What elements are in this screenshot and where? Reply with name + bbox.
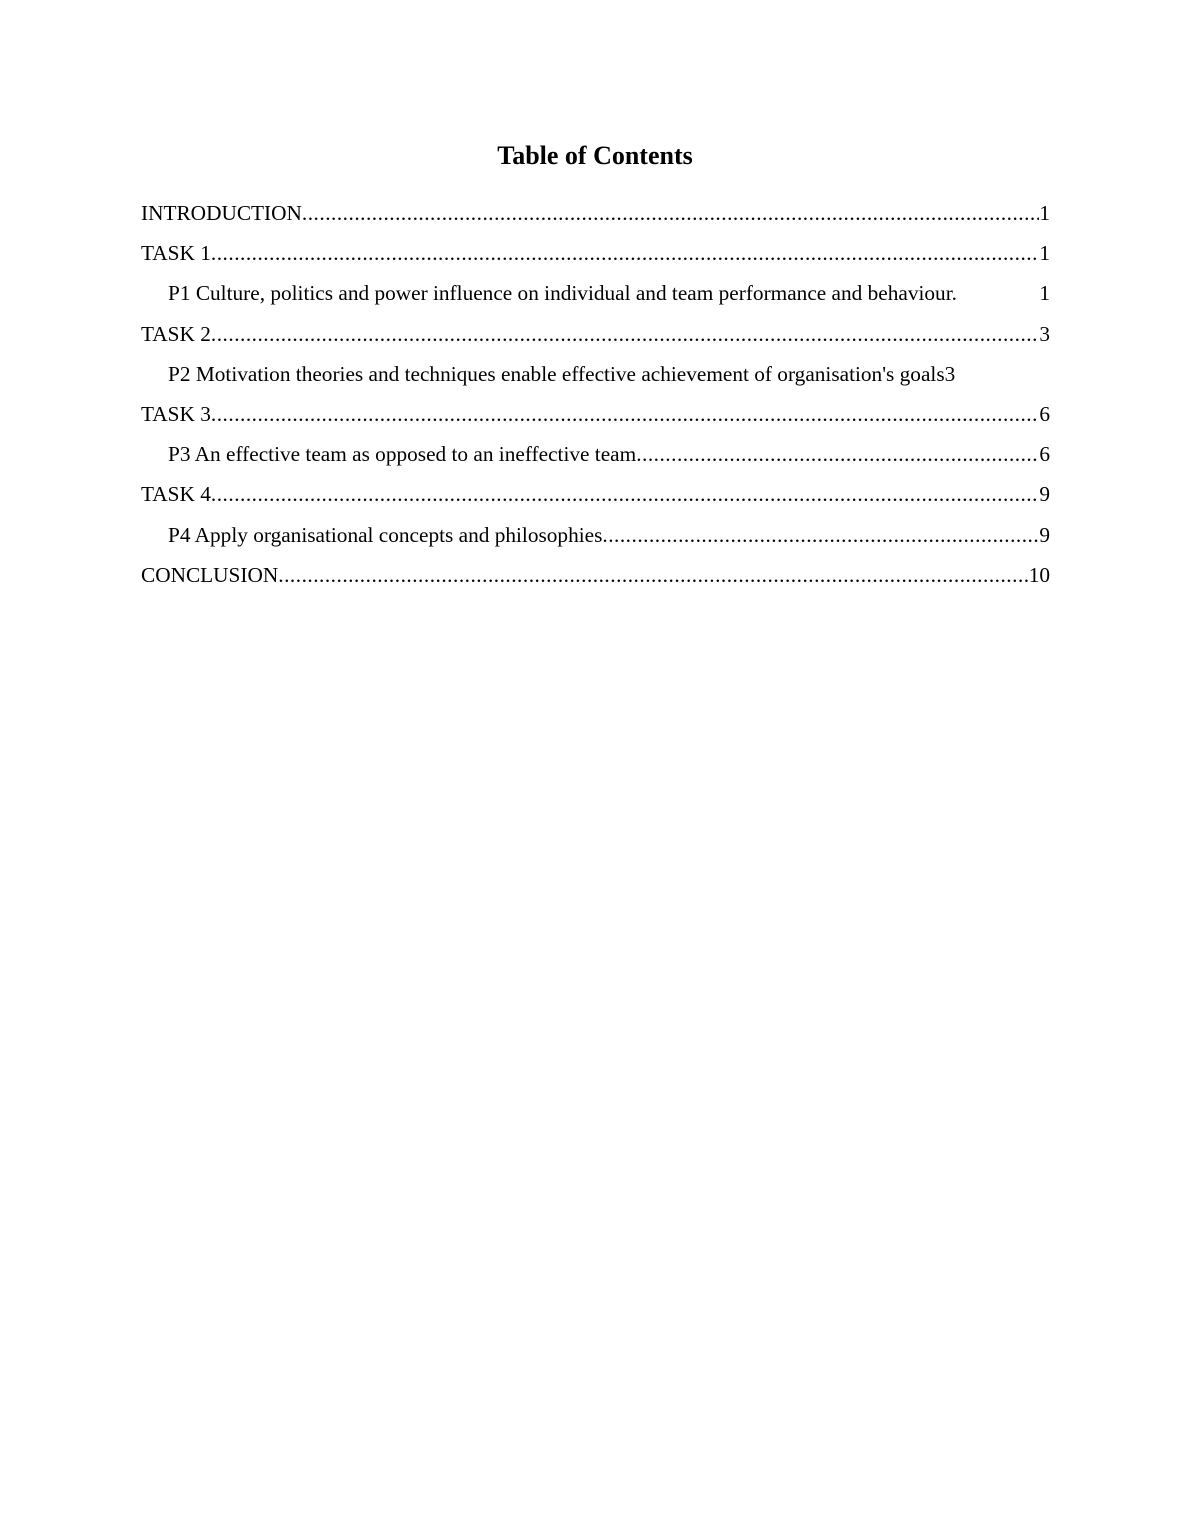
toc-entry-conclusion[interactable] [141, 558, 1050, 598]
toc-entry-task-4[interactable] [141, 477, 1050, 517]
toc-entry-task-3[interactable] [141, 397, 1050, 437]
toc-entry-p1[interactable] [141, 276, 1050, 316]
toc-page-number: 3 [944, 361, 956, 386]
toc-entry-p2[interactable] [141, 357, 1050, 397]
toc-entry-label: P4 Apply organisational concepts and philosophies [168, 522, 603, 547]
toc-entry-label: TASK 4 [141, 482, 211, 507]
toc-list [141, 196, 1050, 598]
toc-page-number: 9 [1039, 482, 1050, 507]
toc-entry-label: INTRODUCTION [141, 201, 302, 225]
toc-page-number: 3 [1039, 321, 1050, 346]
toc-entry-p4[interactable] [141, 518, 1050, 558]
toc-dot-leader [211, 236, 1039, 270]
toc-dot-leader [211, 397, 1039, 431]
toc-page-number: 6 [1039, 442, 1050, 467]
toc-title: Table of Contents [497, 141, 693, 170]
toc-dot-leader [602, 518, 1039, 552]
toc-page-number: 6 [1039, 401, 1050, 426]
toc-entry-label: TASK 3 [141, 401, 211, 426]
toc-entry-label: CONCLUSION [141, 562, 279, 587]
toc-dot-leader [278, 558, 1028, 592]
toc-entry-label: TASK 2 [141, 321, 211, 346]
toc-entry-label: TASK 1 [141, 241, 211, 266]
toc-entry-p3[interactable] [141, 437, 1050, 477]
toc-entry-task-2[interactable] [141, 317, 1050, 357]
toc-entry-task-1[interactable] [141, 236, 1050, 276]
toc-entry-label: P1 Culture, politics and power influence on individual and team performance and behaviour. [168, 281, 957, 306]
toc-entry-label: P2 Motivation theories and techniques enable effective achievement of organisation's goals [168, 361, 945, 386]
toc-dot-leader [636, 437, 1039, 471]
toc-page-number: 1 [1039, 201, 1050, 225]
toc-entry-label: P3 An effective team as opposed to an ineffective team [168, 442, 637, 467]
toc-dot-leader [302, 196, 1039, 230]
toc-page-number: 1 [1039, 241, 1050, 266]
toc-page-number: 10 [1028, 562, 1050, 587]
toc-dot-leader [211, 477, 1039, 511]
toc-page-number: 1 [1039, 281, 1050, 306]
toc-dot-leader [211, 317, 1039, 351]
toc-entry-introduction[interactable] [141, 196, 1050, 236]
toc-page-number: 9 [1039, 522, 1050, 547]
